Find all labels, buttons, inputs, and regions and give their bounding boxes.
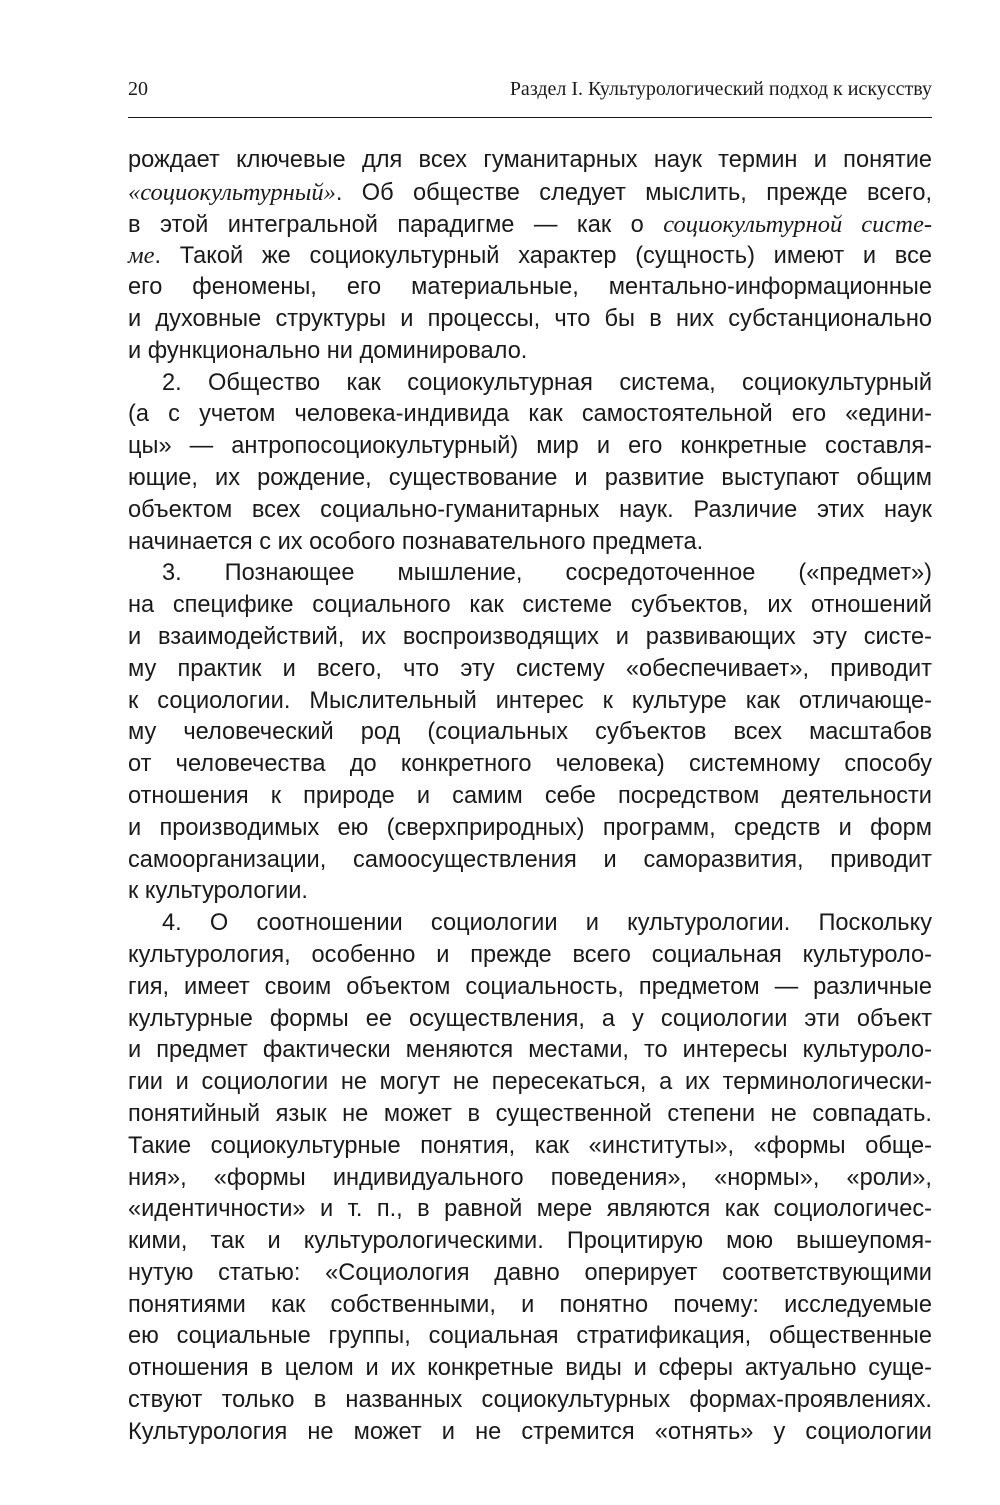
- text-line: [128, 1131, 932, 1163]
- text-segment: . Об обществе следует мыслить, прежде всего,: [335, 179, 932, 206]
- text-segment: объектом всех социально-гуманитарных наук. Различие этих наук: [128, 496, 932, 523]
- text-line: [128, 940, 932, 972]
- text-line: [128, 431, 932, 463]
- text-segment: нутую статью: «Социология давно оперирует соответствующими: [128, 1259, 932, 1286]
- text-segment: отношения в целом и их конкретные виды и сферы актуально суще-: [128, 1355, 932, 1382]
- text-segment: на специфике социального как системе субъектов, их отношений: [128, 592, 932, 619]
- text-segment: культурология, особенно и прежде всего социальная культуроло-: [128, 941, 932, 968]
- text-segment: (а с учетом человека-индивида как самостоятельной его «едини-: [128, 401, 932, 428]
- text-line: [128, 1004, 932, 1036]
- section-title: Раздел I. Культурологический подход к искусству: [509, 78, 932, 100]
- text-segment: в этой интегральной парадигме — как о: [128, 211, 664, 238]
- text-line: [128, 1290, 932, 1322]
- text-segment: гия, имеет своим объектом социальность, предметом — различные: [128, 973, 932, 1000]
- text-segment: Такие социокультурные понятия, как «институты», «формы обще-: [128, 1132, 932, 1159]
- running-head: [128, 74, 932, 104]
- text-segment: 3. Познающее мышление, сосредоточенное («предмет»): [162, 560, 932, 587]
- text-line: [128, 272, 932, 304]
- text-line: [128, 622, 932, 654]
- text-line: [128, 717, 932, 749]
- text-segment: его феномены, его материальные, ментально-информационные: [128, 274, 932, 301]
- text-line: [128, 1258, 932, 1290]
- text-line: [128, 590, 932, 622]
- text-line: [128, 527, 932, 559]
- page-number: 20: [128, 78, 148, 100]
- text-segment: «идентичности» и т. п., в равной мере являются как социологичес-: [128, 1196, 932, 1223]
- text-line: [128, 1035, 932, 1067]
- text-segment: му практик и всего, что эту систему «обеспечивает», приводит: [128, 655, 932, 682]
- text-line: [128, 495, 932, 527]
- italic-term: социокультурной систе-: [663, 210, 932, 238]
- text-segment: начинается с их особого познавательного предмета.: [128, 528, 704, 555]
- text-segment: понятийный язык не может в существенной степени не совпадать.: [128, 1100, 932, 1127]
- text-line: [128, 813, 932, 845]
- text-segment: цы» — антропосоциокультурный) мир и его конкретные составля-: [128, 433, 932, 460]
- text-segment: 2. Общество как социокультурная система, социокультурный: [162, 369, 932, 396]
- text-line: [128, 1194, 932, 1226]
- text-segment: и производимых ею (сверхприродных) программ, средств и форм: [128, 814, 932, 841]
- text-segment: Культурология не может и не стремится «отнять» у социологии: [128, 1418, 932, 1445]
- text-line: [128, 908, 932, 940]
- header-rule: [128, 117, 932, 118]
- text-line: [128, 1321, 932, 1353]
- text-line: [128, 876, 932, 908]
- text-segment: кими, так и культурологическими. Процитирую мою вышеупомя-: [128, 1228, 932, 1255]
- text-segment: ствуют только в названных социокультурных формах-проявлениях.: [128, 1387, 932, 1414]
- text-line: [128, 1353, 932, 1385]
- text-segment: му человеческий род (социальных субъектов всех масштабов: [128, 719, 932, 746]
- text-line: [128, 686, 932, 718]
- text-line: [128, 972, 932, 1004]
- text-line: [128, 177, 932, 209]
- text-segment: культурные формы ее осуществления, а у социологии эти объект: [128, 1005, 932, 1032]
- text-line: [128, 1099, 932, 1131]
- text-line: [128, 1417, 932, 1449]
- text-segment: самоорганизации, самоосуществления и саморазвития, приводит: [128, 846, 932, 873]
- text-segment: ющие, их рождение, существование и развитие выступают общим: [128, 464, 932, 491]
- text-segment: и предмет фактически меняются местами, то интересы культуроло-: [128, 1037, 932, 1064]
- text-line: [128, 1385, 932, 1417]
- text-segment: отношения к природе и самим себе посредством деятельности: [128, 782, 932, 809]
- text-line: [128, 1226, 932, 1258]
- text-segment: и взаимодействий, их воспроизводящих и развивающих эту систе-: [128, 623, 932, 650]
- text-segment: и духовные структуры и процессы, что бы в них субстанционально: [128, 305, 932, 332]
- text-line: [128, 209, 932, 241]
- text-segment: к социологии. Мыслительный интерес к культуре как отличающе-: [128, 687, 932, 714]
- text-line: [128, 654, 932, 686]
- text-segment: от человечества до конкретного человека) системному способу: [128, 751, 932, 778]
- text-segment: 4. О соотношении социологии и культурологии. Поскольку: [162, 910, 932, 937]
- text-segment: к культурологии.: [128, 878, 308, 905]
- text-segment: понятиями как собственными, и понятно почему: исследуемые: [128, 1291, 932, 1318]
- text-line: [128, 749, 932, 781]
- text-line: [128, 304, 932, 336]
- text-line: [128, 368, 932, 400]
- text-line: [128, 1163, 932, 1195]
- text-line: [128, 399, 932, 431]
- text-line: [128, 240, 932, 272]
- text-segment: . Такой же социокультурный характер (сущность) имеют и все: [154, 243, 932, 270]
- text-line: [128, 336, 932, 368]
- text-line: [128, 845, 932, 877]
- text-segment: ния», «формы индивидуального поведения», «нормы», «роли»,: [128, 1164, 932, 1191]
- text-line: [128, 463, 932, 495]
- text-segment: гии и социологии не могут не пересекаться, а их терминологически-: [128, 1069, 932, 1096]
- text-line: [128, 1067, 932, 1099]
- body-text: [128, 145, 932, 1449]
- text-segment: и функционально ни доминировало.: [128, 337, 528, 364]
- text-line: [128, 781, 932, 813]
- italic-term: ме: [128, 242, 155, 270]
- text-segment: рождает ключевые для всех гуманитарных наук термин и понятие: [128, 147, 932, 173]
- text-line: [128, 558, 932, 590]
- text-segment: ею социальные группы, социальная стратификация, общественные: [128, 1323, 932, 1350]
- italic-term: «социокультурный»: [128, 178, 336, 206]
- text-line: [128, 145, 932, 177]
